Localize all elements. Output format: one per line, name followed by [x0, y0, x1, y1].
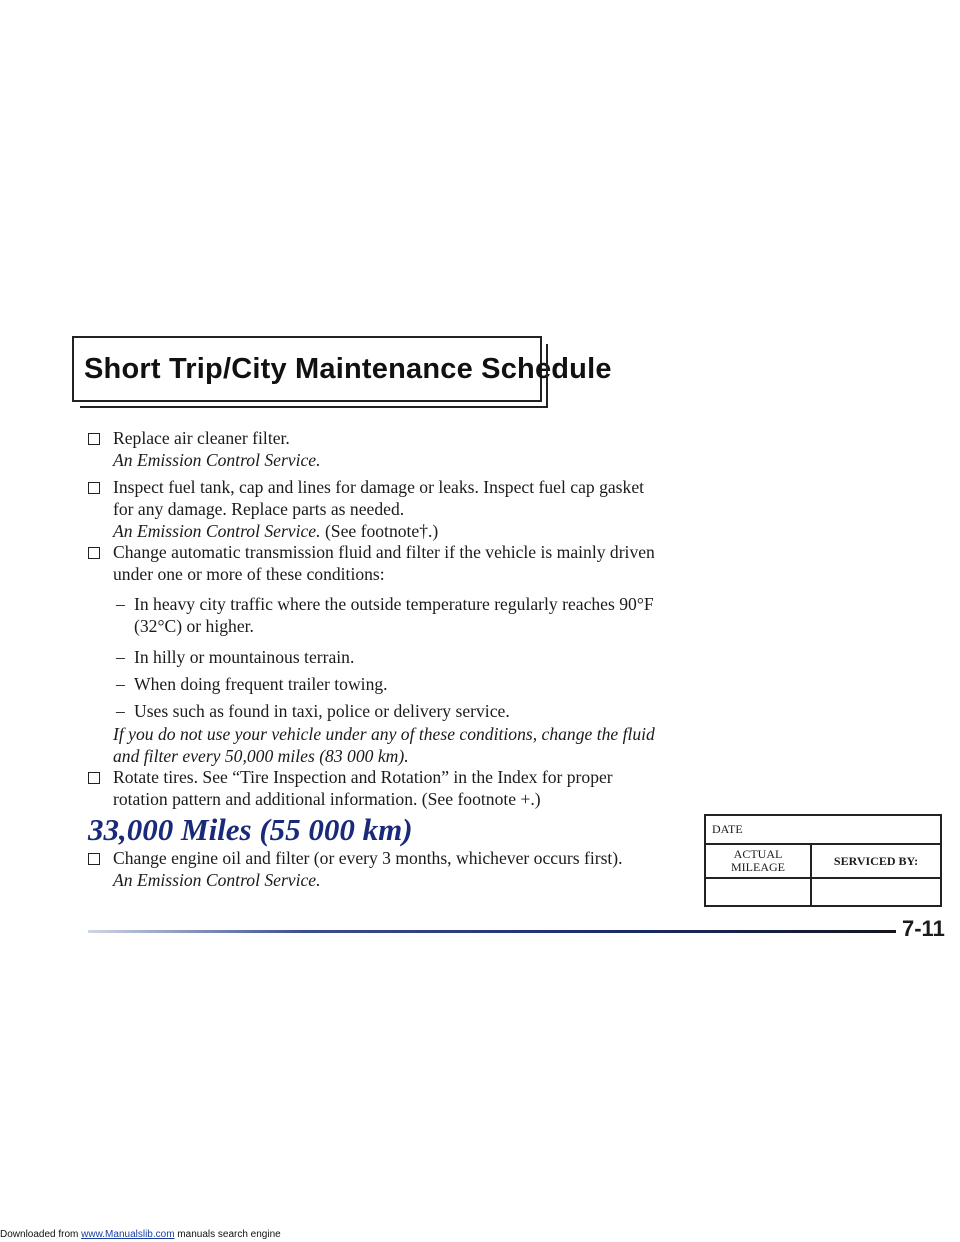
mileage-heading: 33,000 Miles (55 000 km) [88, 812, 413, 847]
condition-taxi: Uses such as found in taxi, police or delivery service. [134, 701, 510, 721]
dash-bullet: – [116, 594, 125, 614]
actual-label: ACTUAL [733, 847, 783, 861]
mileage-label: MILEAGE [731, 860, 785, 874]
serviced-by-header: SERVICED BY: [811, 844, 941, 878]
dash-bullet: – [116, 647, 125, 667]
footer-prefix: Downloaded from [0, 1229, 82, 1240]
transmission-note-line1: If you do not use your vehicle under any of these conditions, change the fluid [113, 724, 655, 744]
condition-trailer: When doing frequent trailer towing. [134, 674, 388, 694]
condition-heat-line1: In heavy city traffic where the outside temperature regularly reaches 90°F [134, 594, 654, 614]
page-rule [88, 930, 944, 933]
service-record-table [704, 814, 942, 907]
dash-bullet: – [116, 674, 125, 694]
item-rotate-tires-line1: Rotate tires. See “Tire Inspection and Rotation” in the Index for proper [113, 767, 613, 787]
section-title: Short Trip/City Maintenance Schedule [84, 353, 612, 385]
item-engine-oil: Change engine oil and filter (or every 3 months, whichever occurs first). [113, 848, 623, 868]
manualslib-link[interactable]: www.Manualslib.com [81, 1229, 175, 1240]
section-title-box [72, 336, 612, 402]
condition-heat-line2: (32°C) or higher. [134, 616, 254, 636]
checkbox-air-filter[interactable] [88, 433, 100, 445]
item-air-filter-note: An Emission Control Service. [113, 450, 321, 470]
fuel-tank-footnote-ref: (See footnote†.) [324, 521, 439, 541]
item-fuel-tank-note [113, 520, 438, 542]
checkbox-transmission[interactable] [88, 547, 100, 559]
item-fuel-tank-line2: for any damage. Replace parts as needed. [113, 499, 405, 519]
item-fuel-tank-line1: Inspect fuel tank, cap and lines for damage or leaks. Inspect fuel cap gasket [113, 477, 645, 497]
item-transmission-line1: Change automatic transmission fluid and filter if the vehicle is mainly driven [113, 542, 655, 562]
item-engine-oil-note: An Emission Control Service. [113, 870, 321, 890]
checkbox-engine-oil[interactable] [88, 853, 100, 865]
download-footer [0, 1229, 281, 1240]
item-rotate-tires-line2: rotation pattern and additional information. (See footnote +.) [113, 789, 541, 809]
checkbox-fuel-tank[interactable] [88, 482, 100, 494]
actual-mileage-header [705, 844, 811, 878]
item-air-filter: Replace air cleaner filter. [113, 428, 290, 448]
actual-mileage-field[interactable] [705, 878, 811, 906]
date-label: DATE [712, 822, 743, 836]
transmission-note-line2: and filter every 50,000 miles (83 000 km). [113, 746, 409, 766]
condition-hilly: In hilly or mountainous terrain. [134, 647, 355, 667]
page-number: 7-11 [896, 916, 945, 942]
fuel-tank-note-italic: An Emission Control Service. [113, 521, 321, 541]
dash-bullet: – [116, 701, 125, 721]
item-transmission-line2: under one or more of these conditions: [113, 564, 385, 584]
serviced-by-field[interactable] [811, 878, 941, 906]
checkbox-rotate-tires[interactable] [88, 772, 100, 784]
date-field[interactable] [705, 815, 941, 844]
footer-suffix: manuals search engine [174, 1229, 281, 1240]
